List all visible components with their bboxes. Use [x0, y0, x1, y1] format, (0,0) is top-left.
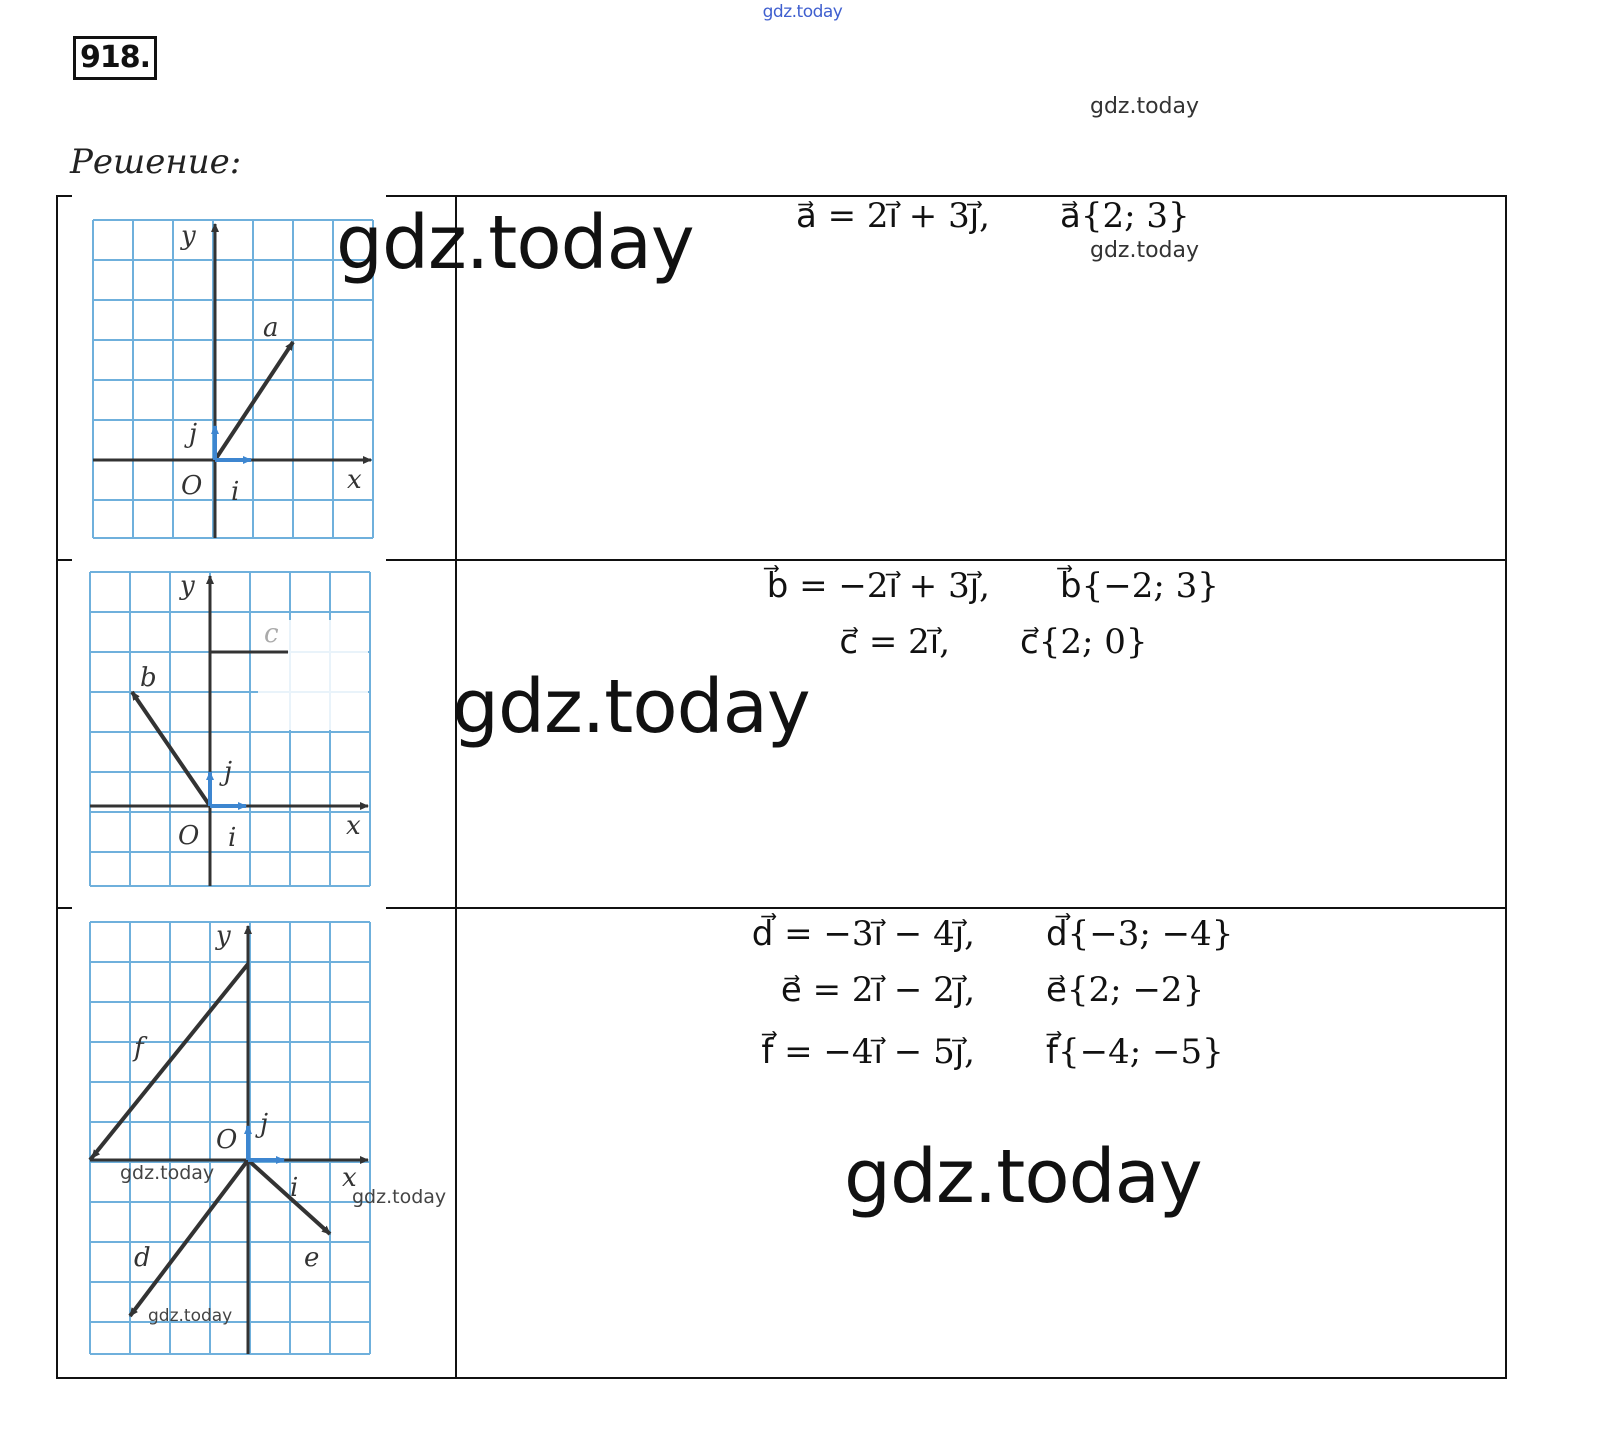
graph-vectors-d-e-f	[82, 914, 377, 1360]
table-border	[386, 907, 1507, 909]
j-label: j	[224, 757, 233, 787]
table-border	[56, 907, 72, 909]
d-label: d	[134, 1243, 151, 1273]
a-label: a	[263, 313, 279, 343]
x-label: x	[346, 811, 361, 841]
table-border	[56, 195, 58, 1379]
watermark: gdz.today	[452, 664, 810, 750]
i-label: i	[228, 823, 237, 853]
table-border	[455, 195, 457, 1379]
formula-e-coordinates: e⃗{2; −2}	[1046, 970, 1205, 1010]
f-label: f	[134, 1033, 144, 1063]
watermark: gdz.today	[1090, 94, 1200, 119]
j-label: j	[260, 1109, 269, 1139]
x-label: x	[347, 465, 362, 495]
j-label: j	[189, 419, 198, 449]
y-label: y	[180, 571, 195, 601]
formula-e-expansion: e⃗ = 2i⃗ − 2j⃗,	[780, 970, 975, 1010]
table-border	[56, 559, 72, 561]
formula-d-coordinates: d⃗{−3; −4}	[1046, 914, 1234, 954]
graph-vectors-b-c	[82, 564, 377, 896]
c-label: c	[264, 619, 279, 649]
formula-b-expansion: b⃗ = −2i⃗ + 3j⃗,	[766, 566, 990, 606]
formula-a-expansion: a⃗ = 2i⃗ + 3j⃗,	[795, 196, 990, 236]
watermark: gdz.today	[336, 200, 694, 286]
y-label: y	[216, 921, 231, 951]
origin-label: O	[181, 471, 203, 501]
formula-b-coordinates: b⃗{−2; 3}	[1060, 566, 1219, 606]
origin-label: O	[178, 821, 200, 851]
formula-a-coordinates: a⃗{2; 3}	[1060, 196, 1190, 236]
formula-f-expansion: f⃗ = −4i⃗ − 5j⃗,	[761, 1032, 975, 1072]
watermark-top: gdz.today	[762, 2, 843, 22]
formula-f-coordinates: f⃗{−4; −5}	[1046, 1032, 1224, 1072]
watermark: gdz.today	[120, 1162, 215, 1184]
formula-c-coordinates: c⃗{2; 0}	[1020, 622, 1148, 662]
table-border	[56, 195, 72, 197]
i-label: i	[231, 477, 240, 507]
origin-label: O	[216, 1125, 238, 1155]
b-label: b	[140, 663, 157, 693]
solution-label: Решение:	[70, 142, 242, 182]
table-border	[56, 1377, 1507, 1379]
formula-d-expansion: d⃗ = −3i⃗ − 4j⃗,	[751, 914, 975, 954]
formula-c-expansion: c⃗ = 2i⃗,	[839, 622, 950, 662]
watermark: gdz.today	[148, 1306, 233, 1326]
x-label: x	[342, 1163, 357, 1193]
y-label: y	[181, 221, 196, 251]
e-label: e	[304, 1243, 320, 1273]
table-border	[1505, 195, 1507, 1379]
watermark: gdz.today	[1090, 238, 1200, 263]
i-label: i	[290, 1173, 299, 1203]
watermark: gdz.today	[352, 1186, 447, 1208]
table-border	[386, 559, 1507, 561]
watermark: gdz.today	[844, 1134, 1202, 1220]
problem-number: 918.	[73, 36, 157, 80]
